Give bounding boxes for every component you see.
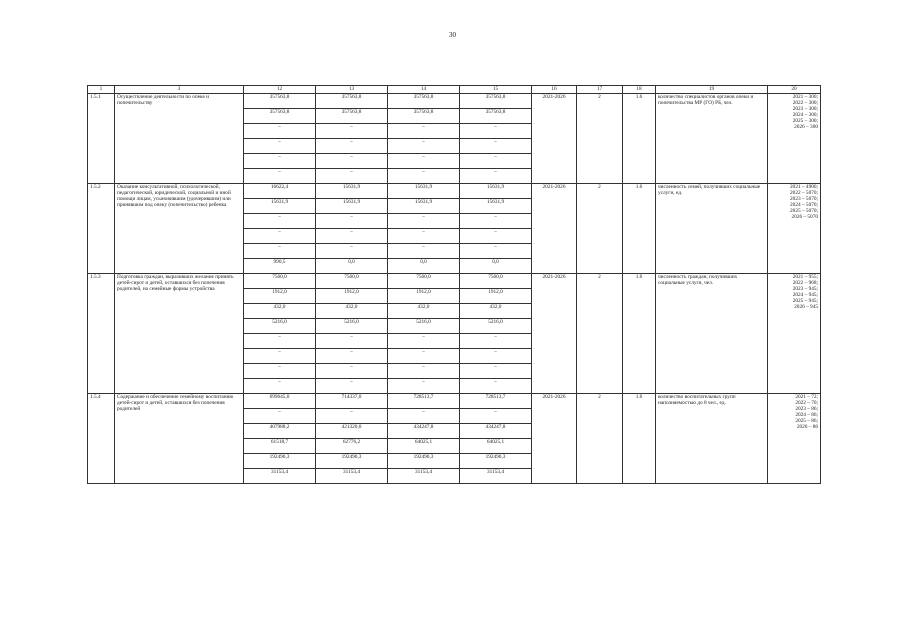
value-cell: 15631,9 (316, 199, 388, 214)
value-cell: – (460, 349, 532, 364)
value-cell: 728513,7 (388, 394, 460, 409)
row-period: 2021-2026 (532, 184, 577, 274)
value-cell: 31153,4 (316, 469, 388, 484)
value-cell: 407988,2 (244, 424, 316, 439)
row-col17: 2 (577, 94, 623, 184)
value-cell: 15631,9 (460, 184, 532, 199)
value-cell: 357563,8 (316, 109, 388, 124)
value-cell: – (388, 139, 460, 154)
value-cell: – (388, 409, 460, 424)
header-cell: 13 (316, 86, 388, 94)
value-cell: – (244, 379, 316, 394)
value-cell: – (388, 244, 460, 259)
value-cell: – (316, 229, 388, 244)
value-cell: 5216,0 (316, 319, 388, 334)
value-cell: – (316, 334, 388, 349)
value-cell: – (388, 379, 460, 394)
value-cell: – (244, 154, 316, 169)
row-period: 2021-2026 (532, 274, 577, 394)
row-col18: 1.6 (623, 394, 656, 484)
header-cell: 20 (768, 86, 821, 94)
value-cell: 15631,9 (460, 199, 532, 214)
value-cell: – (460, 364, 532, 379)
value-cell: – (244, 364, 316, 379)
value-cell: 5216,0 (460, 319, 532, 334)
header-cell: 18 (623, 86, 656, 94)
value-cell: 1912,0 (388, 289, 460, 304)
value-cell: 357563,8 (244, 94, 316, 109)
value-cell: – (244, 214, 316, 229)
page-number: 30 (449, 31, 456, 39)
value-cell: 192490,3 (388, 454, 460, 469)
value-cell: – (460, 379, 532, 394)
header-row (88, 86, 821, 94)
value-cell: 357563,8 (460, 94, 532, 109)
value-cell: – (316, 169, 388, 184)
row-name: Оказание консультативной, психологической, педагогической, юридической, социальной и иной помощи лицам, усыновившим (удочерившим) или принявшим под опеку (попечительство) ребенка (115, 184, 244, 274)
header-cell: 19 (656, 86, 768, 94)
row-indicator: численность семей, получивших социальные услуги, ед. (656, 184, 768, 274)
value-cell: 192490,3 (460, 454, 532, 469)
value-cell: – (460, 244, 532, 259)
value-cell: 714337,0 (316, 394, 388, 409)
value-cell: – (460, 229, 532, 244)
value-cell: – (316, 139, 388, 154)
value-cell: – (388, 154, 460, 169)
value-cell: – (388, 334, 460, 349)
row-col17: 2 (577, 184, 623, 274)
row-col18: 1.6 (623, 94, 656, 184)
value-cell: 62776,2 (316, 439, 388, 454)
value-cell: 31153,4 (388, 469, 460, 484)
value-cell: 432,0 (460, 304, 532, 319)
header-cell: 12 (244, 86, 316, 94)
row-col18: 1.6 (623, 274, 656, 394)
value-cell: – (316, 349, 388, 364)
value-cell: – (316, 409, 388, 424)
row-period: 2021-2026 (532, 394, 577, 484)
value-cell: – (388, 229, 460, 244)
value-cell: – (244, 409, 316, 424)
value-cell: 31153,4 (460, 469, 532, 484)
value-cell: 432,0 (244, 304, 316, 319)
value-cell: 5216,0 (244, 319, 316, 334)
table-row (88, 274, 821, 289)
value-cell: 357563,8 (388, 94, 460, 109)
table-row (88, 184, 821, 199)
value-cell: 434247,8 (388, 424, 460, 439)
row-targets: 2021 – 955; 2022 – 968; 2023 – 945; 2024 – 945; 2025 – 945; 2026 – 945 (768, 274, 821, 394)
value-cell: 357563,8 (316, 94, 388, 109)
value-cell: – (244, 349, 316, 364)
row-targets: 2021 – 72; 2022 – 70; 2023 – 86; 2024 – 86; 2025 – 86; 2026 – 86 (768, 394, 821, 484)
value-cell: – (460, 214, 532, 229)
row-name: Содержание и обеспечение семейному воспитанию детей-сирот и детей, оставшихся без попечения родителей (115, 394, 244, 484)
value-cell: 0,0 (316, 259, 388, 274)
value-cell: – (244, 124, 316, 139)
value-cell: 16622,4 (244, 184, 316, 199)
row-name: Подготовка граждан, выразивших желание принять детей-сирот и детей, оставшихся без попечения родителей, на семейные формы устройства (115, 274, 244, 394)
row-col18: 1.6 (623, 184, 656, 274)
value-cell: 15631,9 (388, 199, 460, 214)
value-cell: – (244, 229, 316, 244)
value-cell: – (316, 364, 388, 379)
value-cell: 699645,0 (244, 394, 316, 409)
value-cell: 61518,7 (244, 439, 316, 454)
row-col17: 2 (577, 394, 623, 484)
header-cell: 16 (532, 86, 577, 94)
value-cell: 7560,0 (316, 274, 388, 289)
value-cell: 432,0 (388, 304, 460, 319)
header-cell: 3 (115, 86, 244, 94)
value-cell: – (388, 124, 460, 139)
header-cell: 17 (577, 86, 623, 94)
value-cell: – (244, 334, 316, 349)
row-col17: 2 (577, 274, 623, 394)
row-period: 2021-2026 (532, 94, 577, 184)
value-cell: – (388, 349, 460, 364)
value-cell: 64025,1 (388, 439, 460, 454)
row-code: 1.5.3 (88, 274, 115, 394)
row-code: 1.5.1 (88, 94, 115, 184)
value-cell: 357563,8 (460, 109, 532, 124)
value-cell: 15631,9 (244, 199, 316, 214)
value-cell: 990,5 (244, 259, 316, 274)
value-cell: 5216,0 (388, 319, 460, 334)
value-cell: – (316, 124, 388, 139)
row-indicator: численность граждан, получивших социальные услуги, чел. (656, 274, 768, 394)
table-row (88, 394, 821, 409)
value-cell: 192490,3 (316, 454, 388, 469)
value-cell: – (460, 409, 532, 424)
header-cell: 15 (460, 86, 532, 94)
value-cell: 0,0 (388, 259, 460, 274)
value-cell: – (244, 244, 316, 259)
value-cell: 434247,8 (460, 424, 532, 439)
row-code: 1.5.4 (88, 394, 115, 484)
value-cell: 1912,0 (460, 289, 532, 304)
value-cell: 1912,0 (244, 289, 316, 304)
value-cell: 31153,4 (244, 469, 316, 484)
value-cell: – (388, 364, 460, 379)
header-cell: 1 (88, 86, 115, 94)
value-cell: – (460, 334, 532, 349)
value-cell: – (460, 124, 532, 139)
value-cell: 192490,3 (244, 454, 316, 469)
value-cell: – (460, 139, 532, 154)
value-cell: 7560,0 (388, 274, 460, 289)
table-body (88, 86, 821, 484)
value-cell: – (316, 379, 388, 394)
value-cell: 728513,7 (460, 394, 532, 409)
value-cell: 432,0 (316, 304, 388, 319)
row-name: Осуществление деятельности по опеке и попечительству (115, 94, 244, 184)
value-cell: – (316, 154, 388, 169)
value-cell: 1912,0 (316, 289, 388, 304)
table-row (88, 94, 821, 109)
program-table (87, 85, 821, 484)
value-cell: 0,0 (460, 259, 532, 274)
value-cell: 15631,9 (388, 184, 460, 199)
row-indicator: количество специалистов органов опеки и попечительства МР (ГО) РБ, чел. (656, 94, 768, 184)
row-targets: 2021 – 4900; 2022 – 5070; 2023 – 5070; 2024 – 5070; 2025 – 5070; 2026 – 5070 (768, 184, 821, 274)
value-cell: – (460, 154, 532, 169)
value-cell: – (460, 169, 532, 184)
value-cell: – (388, 214, 460, 229)
header-cell: 14 (388, 86, 460, 94)
value-cell: 357563,8 (388, 109, 460, 124)
value-cell: 421320,0 (316, 424, 388, 439)
value-cell: – (316, 244, 388, 259)
row-code: 1.5.2 (88, 184, 115, 274)
value-cell: – (316, 214, 388, 229)
value-cell: 357563,8 (244, 109, 316, 124)
row-indicator: количество воспитательных групп наполняемостью до 8 чел., ед. (656, 394, 768, 484)
value-cell: 64025,1 (460, 439, 532, 454)
value-cell: – (244, 139, 316, 154)
value-cell: – (388, 169, 460, 184)
value-cell: 15631,9 (316, 184, 388, 199)
value-cell: 7560,0 (244, 274, 316, 289)
row-targets: 2021 – 300; 2022 – 300; 2023 – 300; 2024 – 300; 2025 – 300; 2026 – 300 (768, 94, 821, 184)
value-cell: 7560,0 (460, 274, 532, 289)
value-cell: – (244, 169, 316, 184)
